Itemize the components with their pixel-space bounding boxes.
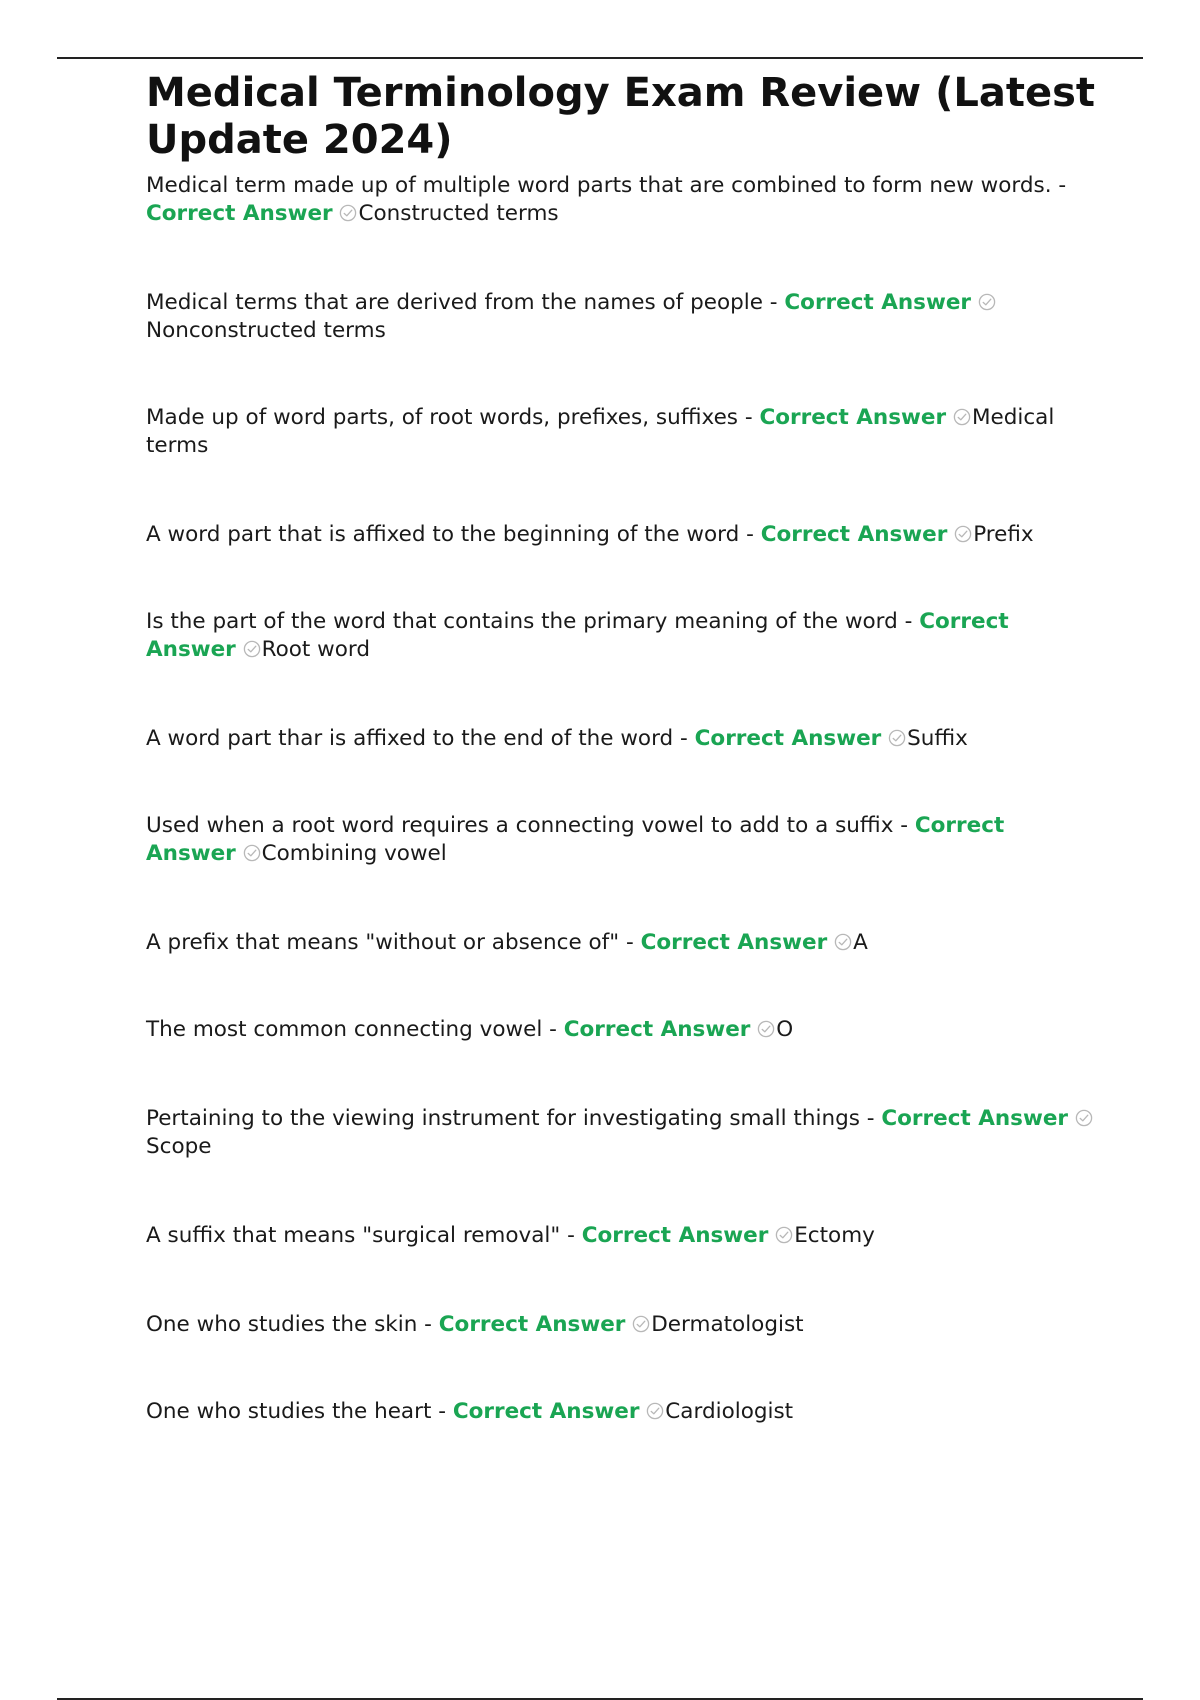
correct-answer-label: Correct Answer bbox=[563, 1017, 751, 1042]
answer-text: Cardiologist bbox=[665, 1399, 794, 1424]
separator: - bbox=[1051, 173, 1067, 198]
document-title: Medical Terminology Exam Review (Latest Update 2024) bbox=[146, 70, 1096, 163]
answer-text: Medical terms bbox=[146, 405, 1055, 458]
qa-item bbox=[146, 725, 1096, 753]
question-text: Used when a root word requires a connecting vowel to add to a suffix bbox=[146, 813, 894, 838]
answer-text: Prefix bbox=[973, 522, 1034, 547]
answer-text: Root word bbox=[261, 637, 371, 662]
separator: - bbox=[417, 1312, 439, 1337]
question-text: Pertaining to the viewing instrument for investigating small things bbox=[146, 1106, 860, 1131]
document-body bbox=[146, 70, 1096, 1426]
separator: - bbox=[673, 726, 695, 751]
check-circle-icon bbox=[757, 1020, 775, 1038]
answer-text: Constructed terms bbox=[358, 201, 559, 226]
correct-answer-label: Correct Answer bbox=[581, 1223, 769, 1248]
check-circle-icon bbox=[834, 933, 852, 951]
separator: - bbox=[859, 1106, 882, 1131]
separator: - bbox=[762, 290, 785, 315]
correct-answer-label: Correct Answer bbox=[146, 201, 333, 226]
question-text: Medical term made up of multiple word parts that are combined to form new words. bbox=[146, 173, 1052, 198]
answer-text: Nonconstructed terms bbox=[146, 318, 386, 343]
question-text: Medical terms that are derived from the names of people bbox=[146, 290, 763, 315]
correct-answer-label: Correct Answer bbox=[759, 405, 947, 430]
correct-answer-label: Correct Answer bbox=[694, 726, 882, 751]
correct-answer-label: Correct Answer bbox=[640, 930, 828, 955]
qa-item bbox=[146, 1222, 1096, 1250]
answer-text: Suffix bbox=[907, 726, 968, 751]
separator: - bbox=[542, 1017, 564, 1042]
qa-item bbox=[146, 1105, 1096, 1161]
qa-item bbox=[146, 812, 1096, 868]
question-text: A word part thar is affixed to the end of the word bbox=[146, 726, 674, 751]
qa-item bbox=[146, 404, 1096, 460]
question-text: A suffix that means "surgical removal" bbox=[146, 1223, 561, 1248]
check-circle-icon bbox=[953, 408, 971, 426]
check-circle-icon bbox=[954, 525, 972, 543]
qa-item bbox=[146, 608, 1096, 664]
check-circle-icon bbox=[243, 640, 261, 658]
check-circle-icon bbox=[888, 729, 906, 747]
question-text: Is the part of the word that contains the primary meaning of the word bbox=[146, 609, 898, 634]
correct-answer-label: Correct Answer bbox=[146, 813, 1005, 866]
qa-item bbox=[146, 1016, 1096, 1044]
answer-text: Combining vowel bbox=[261, 841, 447, 866]
question-text: One who studies the heart bbox=[146, 1399, 432, 1424]
question-text: The most common connecting vowel bbox=[146, 1017, 543, 1042]
question-text: A word part that is affixed to the beginning of the word bbox=[146, 522, 740, 547]
answer-text: O bbox=[776, 1017, 794, 1042]
qa-item bbox=[146, 929, 1096, 957]
question-text: One who studies the skin bbox=[146, 1312, 418, 1337]
answer-text: Ectomy bbox=[794, 1223, 875, 1248]
check-circle-icon bbox=[646, 1402, 664, 1420]
check-circle-icon bbox=[1075, 1109, 1093, 1127]
qa-item bbox=[146, 1398, 1096, 1426]
qa-item bbox=[146, 289, 1096, 345]
question-text: A prefix that means "without or absence of" bbox=[146, 930, 620, 955]
question-text: Made up of word parts, of root words, prefixes, suffixes bbox=[146, 405, 739, 430]
separator: - bbox=[738, 405, 760, 430]
correct-answer-label: Correct Answer bbox=[452, 1399, 640, 1424]
answer-text: Scope bbox=[146, 1134, 212, 1159]
qa-item bbox=[146, 1311, 1096, 1339]
top-rule bbox=[57, 57, 1143, 59]
separator: - bbox=[560, 1223, 582, 1248]
qa-item bbox=[146, 172, 1096, 228]
separator: - bbox=[431, 1399, 453, 1424]
correct-answer-label: Correct Answer bbox=[146, 609, 1009, 662]
separator: - bbox=[739, 522, 761, 547]
qa-item bbox=[146, 521, 1096, 549]
answer-text: Dermatologist bbox=[651, 1312, 804, 1337]
correct-answer-label: Correct Answer bbox=[881, 1106, 1069, 1131]
correct-answer-label: Correct Answer bbox=[784, 290, 972, 315]
check-circle-icon bbox=[243, 844, 261, 862]
separator: - bbox=[893, 813, 915, 838]
check-circle-icon bbox=[339, 204, 357, 222]
answer-text: A bbox=[853, 930, 868, 955]
check-circle-icon bbox=[775, 1226, 793, 1244]
check-circle-icon bbox=[632, 1315, 650, 1333]
check-circle-icon bbox=[978, 293, 996, 311]
separator: - bbox=[619, 930, 641, 955]
correct-answer-label: Correct Answer bbox=[438, 1312, 626, 1337]
separator: - bbox=[897, 609, 920, 634]
correct-answer-label: Correct Answer bbox=[760, 522, 948, 547]
